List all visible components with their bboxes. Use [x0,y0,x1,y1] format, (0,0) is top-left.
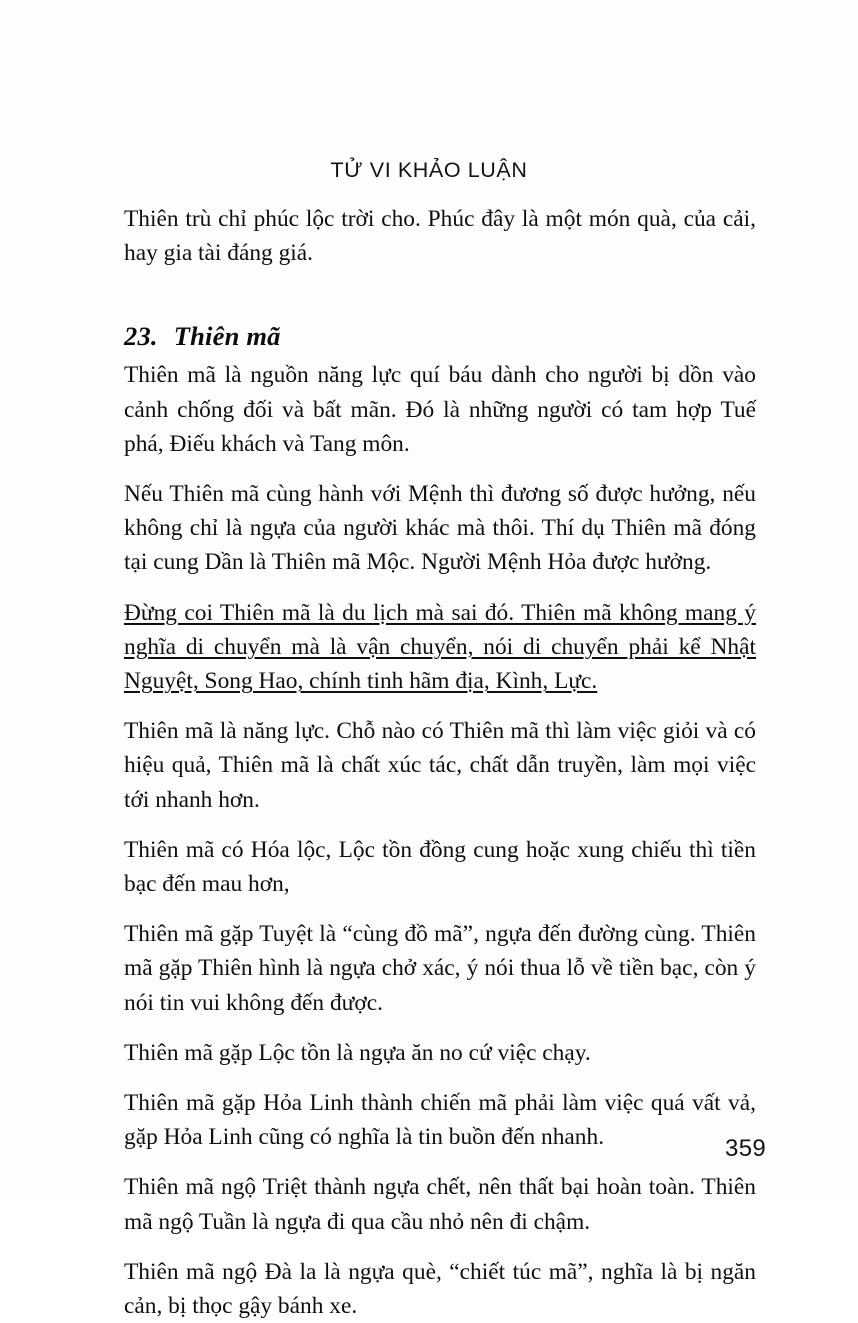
section-spacer [124,276,756,320]
paragraph-gap-hoa-linh: Thiên mã gặp Hỏa Linh thành chiến mã phải làm việc quá vất vả, gặp Hỏa Linh cũng có nghĩa là tin buồn đến nhanh. [124,1090,756,1151]
paragraph-la-nang-luc: Thiên mã là năng lực. Chỗ nào có Thiên mã thì làm việc giỏi và có hiệu quả, Thiên mã là chất xúc tác, chất dẫn truyền, làm mọi việc tới nhanh hơn. [124,718,756,813]
paragraph-gap-tuyet: Thiên mã gặp Tuyệt là “cùng đồ mã”, ngựa đến đường cùng. Thiên mã gặp Thiên hình là ngựa chở xác, ý nói thua lỗ về tiền bạc, còn ý nói tin vui không đến được. [124,921,756,1016]
section-heading [124,320,756,352]
running-header: TỬ VI KHẢO LUẬN [330,158,528,182]
paragraph-ngo-da-la: Thiên mã ngộ Đà la là ngựa què, “chiết túc mã”, nghĩa là bị ngăn cản, bị thọc gậy bánh xe. [124,1258,756,1320]
paragraph-nguon-nang-luc: Thiên mã là nguồn năng lực quí báu dành cho người bị dồn vào cảnh chống đối và bất mãn. Đó là những người có tam hợp Tuế phá, Điếu khách và Tang môn. [124,362,756,457]
paragraph-hoa-loc-loc-ton: Thiên mã có Hóa lộc, Lộc tồn đồng cung hoặc xung chiếu thì tiền bạc đến mau hơn, [124,836,756,898]
paragraph-dung-coi-du-lich: Đừng coi Thiên mã là du lịch mà sai đó. Thiên mã không mang ý nghĩa di chuyển mà là vận chuyển, nói di chuyển phải kể Nhật Nguyệt, Song Hao, chính tinh hãm địa, Kình, Lực. [124,599,756,695]
paragraph-ngo-triet-tuan: Thiên mã ngộ Triệt thành ngựa chết, nên thất bại hoàn toàn. Thiên mã ngộ Tuần là ngựa đi qua cầu nhỏ nên đi chậm. [124,1174,756,1235]
paragraph-cung-hanh-voi-menh: Nếu Thiên mã cùng hành với Mệnh thì đương số được hưởng, nếu không chỉ là ngựa của người khác mà thôi. Thí dụ Thiên mã đóng tại cung Dần là Thiên mã Mộc. Người Mệnh Hỏa được hưởng. [124,481,756,576]
paragraph-gap-loc-ton: Thiên mã gặp Lộc tồn là ngựa ăn no cứ việc chạy. [124,1039,591,1066]
page-number: 359 [725,1135,766,1162]
text-column [124,202,756,1323]
section-number: 23. [124,321,158,352]
intro-paragraph: Thiên trù chỉ phúc lộc trời cho. Phúc đây là một món quà, của cải, hay gia tài đáng giá. [124,206,756,267]
section-title: Thiên mã [173,321,281,352]
